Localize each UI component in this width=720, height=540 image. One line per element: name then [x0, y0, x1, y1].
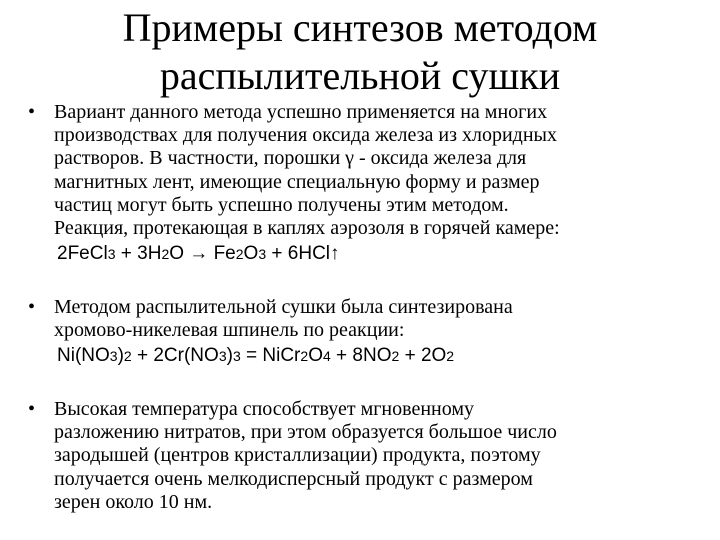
formula-index: 3: [109, 348, 118, 365]
text-line: растворов. В частности, порошки γ - оксида железа для: [54, 147, 527, 170]
formula-part: ): [117, 345, 124, 367]
formula-index: 2: [391, 348, 400, 365]
bullet-text: [54, 101, 708, 267]
title-line-1: Примеры синтезов методом: [122, 5, 598, 50]
slide-title: [0, 4, 720, 100]
text-line: разложению нитратов, при этом образуется большое число: [54, 421, 557, 444]
text-line: Вариант данного метода успешно применяется на многих: [54, 101, 548, 123]
bullet-marker: •: [28, 101, 36, 123]
formula-part: + 3H: [115, 243, 162, 265]
formula-index: 2: [446, 348, 455, 365]
text-line: магнитных лент, имеющие специальную форму и размер: [54, 170, 540, 193]
formula-part: + 2O: [399, 345, 447, 367]
formula-part: + 2Cr(NO: [131, 345, 219, 367]
formula-part: ): [226, 345, 233, 367]
text-line: Высокая температура способствует мгновенному: [54, 398, 475, 420]
formula-index: 2: [161, 246, 170, 263]
formula-part: + 6HCl↑: [266, 243, 340, 265]
formula-index: 3: [232, 348, 241, 365]
text-line: Методом распылительной сушки была синтезирована: [54, 296, 513, 318]
text-line: хромово-никелевая шпинель по реакции:: [54, 319, 405, 342]
reaction-equation-iron-oxide: [57, 241, 708, 267]
formula-index: 2: [235, 246, 244, 263]
bullet-item-spinel: [28, 296, 708, 369]
bullet-text: [54, 398, 708, 514]
formula-part: + 8NO: [330, 345, 392, 367]
reaction-equation-spinel: [57, 343, 708, 369]
text-line: частиц могут быть успешно получены этим методом.: [54, 193, 509, 216]
bullet-text: [54, 296, 708, 369]
text-line: получается очень мелкодисперсный продукт с размером: [54, 467, 533, 490]
formula-part: 2FeCl: [57, 243, 108, 265]
formula-part: Ni(NO: [57, 345, 110, 367]
formula-index: 3: [218, 348, 227, 365]
formula-index: 2: [123, 348, 132, 365]
formula-index: 4: [322, 348, 331, 365]
bullet-marker: •: [28, 398, 36, 420]
bullet-item-iron-oxide: [28, 101, 708, 267]
title-line-2: распылительной сушки: [159, 53, 561, 98]
formula-part: O: [308, 345, 323, 367]
text-line: Реакция, протекающая в каплях аэрозоля в горячей камере:: [54, 217, 560, 240]
text-line: зерен около 10 нм.: [54, 490, 213, 513]
formula-index: 2: [300, 348, 309, 365]
text-line: зародышей (центров кристаллизации) продукта, поэтому: [54, 444, 541, 467]
formula-part: O → Fe: [169, 243, 236, 265]
text-line: производствах для получения оксида железа из хлоридных: [54, 124, 557, 147]
bullet-marker: •: [28, 296, 36, 318]
formula-part: = NiCr: [240, 345, 301, 367]
bullet-item-nitrate-decomposition: [28, 398, 708, 514]
formula-part: O: [243, 243, 259, 265]
formula-index: 3: [107, 246, 116, 263]
formula-index: 3: [258, 246, 267, 263]
